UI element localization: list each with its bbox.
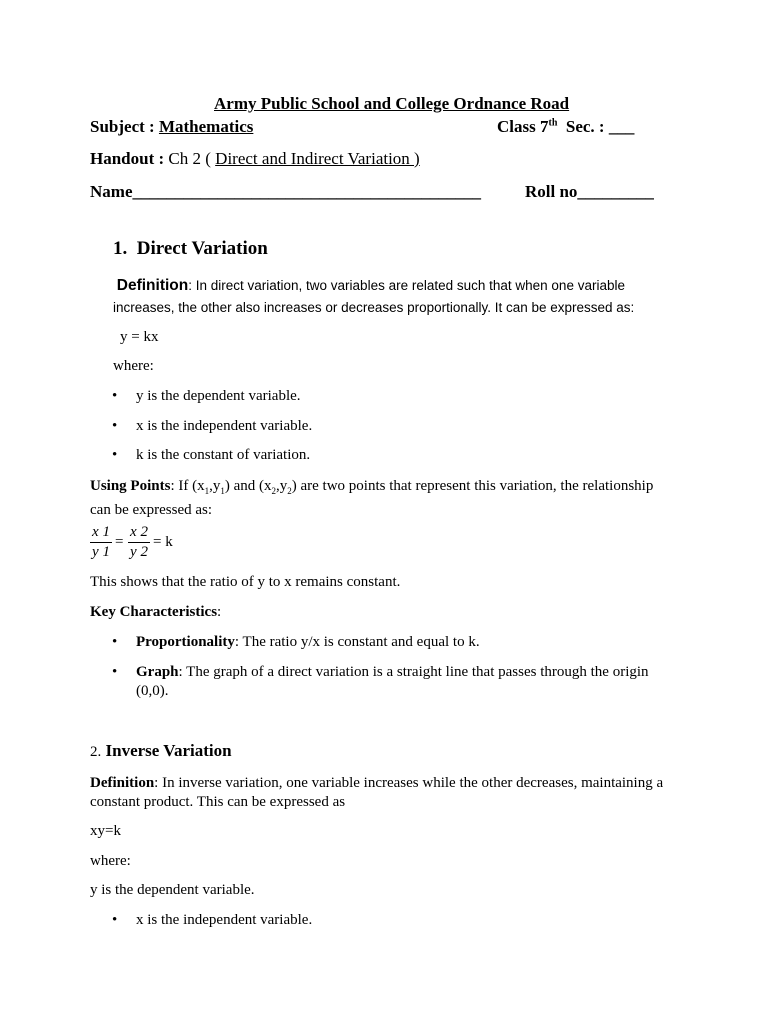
roll-field: Roll no_________	[525, 182, 654, 201]
subject-value: Mathematics	[158, 117, 254, 136]
list-item: • y is the dependent variable.	[112, 388, 301, 404]
subject-label: Subject :	[90, 117, 159, 136]
handout-label: Handout :	[90, 149, 169, 168]
subject-line	[90, 117, 253, 137]
school-title: Army Public School and College Ordnance Road	[214, 94, 570, 113]
handout-chapter: Ch 2 (	[168, 149, 216, 168]
section1-definition-text: : In direct variation, two variables are related such that when one variable increases, the other also increases or decreases proportionally. It can be expressed as:	[113, 278, 635, 315]
list-item: • Proportionality: The ratio y/x is constant and equal to k.	[112, 634, 480, 650]
direct-formula: y = kx	[120, 329, 159, 345]
sec-label: Sec. : ___	[565, 117, 635, 136]
section1-where: where:	[113, 358, 154, 374]
section1-definition	[113, 275, 673, 319]
section1-title: Direct Variation	[136, 238, 268, 259]
key-characteristics-heading: Key Characteristics:	[90, 604, 222, 620]
equals-k: = k	[153, 534, 173, 550]
list-item: • Graph: The graph of a direct variation is a straight line that passes through the origin (0,0).	[112, 664, 649, 699]
class-label: Class 7	[497, 117, 549, 136]
section1-definition-label: Definition	[116, 277, 189, 294]
name-field: Name_________________________________________	[90, 182, 481, 201]
ratio-text: This shows that the ratio of y to x remains constant.	[90, 574, 401, 590]
key-characteristics-label: Key Characteristics	[90, 604, 218, 620]
fraction-2-numerator: x 2	[130, 524, 148, 540]
class-line	[497, 117, 634, 137]
list-item: • x is the independent variable.	[112, 912, 313, 928]
section1-number: 1.	[113, 238, 128, 259]
fraction-1	[90, 524, 112, 561]
section2-heading	[90, 741, 232, 761]
using-points-paragraph: Using Points: If $(x_1,y_1)$ and $(x_2,y_2)$ are two points that represent this variation, the relationship can be expressed as:	[90, 478, 654, 518]
section1-heading	[113, 238, 268, 260]
using-points-label: Using Points	[90, 478, 171, 494]
section2-definition-label: Definition	[90, 775, 155, 791]
class-sup: th	[548, 117, 558, 129]
list-item: • k is the constant of variation.	[112, 447, 311, 463]
inverse-formula: xy=k	[90, 823, 121, 839]
section2-definition	[90, 774, 675, 812]
fraction-1-numerator: x 1	[92, 524, 110, 540]
handout-title: Direct and Indirect Variation )	[215, 149, 420, 168]
handout-line	[90, 149, 420, 169]
fraction-1-denominator: y 1	[92, 544, 110, 560]
list-item: • x is the independent variable.	[112, 418, 313, 434]
fraction-2	[128, 524, 150, 561]
section2-dependent: y is the dependent variable.	[90, 882, 255, 898]
fraction-2-denominator: y 2	[130, 544, 148, 560]
equals-sign: =	[115, 534, 124, 550]
section2-definition-text: : In inverse variation, one variable increases while the other decreases, maintaining a constant product. This can be expressed as	[90, 775, 664, 810]
section2-title: Inverse Variation	[105, 741, 232, 760]
section2-where: where:	[90, 853, 131, 869]
section2-number: 2.	[90, 744, 102, 760]
